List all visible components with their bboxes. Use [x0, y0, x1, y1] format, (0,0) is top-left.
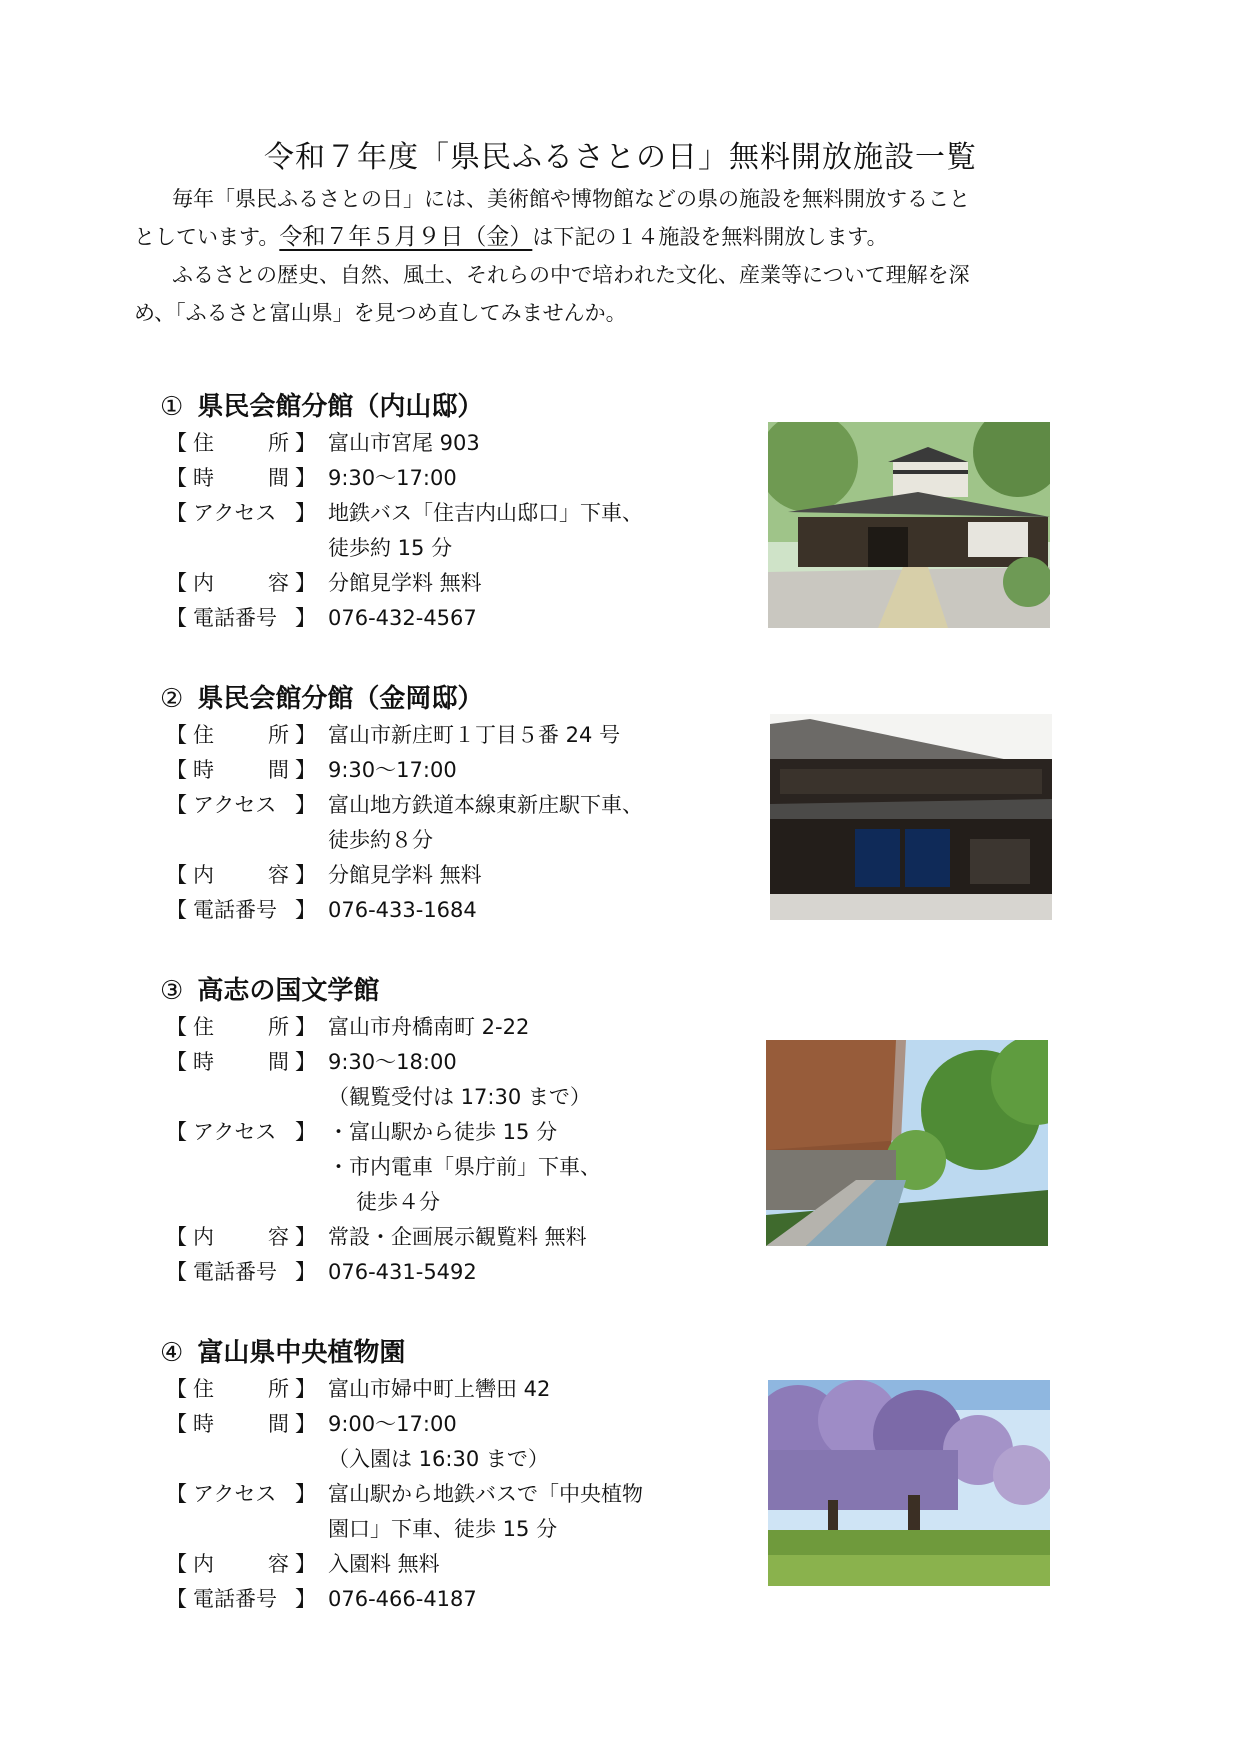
access-row-cont	[166, 1512, 643, 1547]
address-value: 富山市新庄町１丁目５番 24 号	[328, 723, 621, 747]
access-value-2: ・市内電車「県庁前」下車、	[328, 1155, 601, 1179]
content-value: 分館見学料 無料	[328, 863, 482, 887]
hours-value: 9:00～17:00	[328, 1412, 457, 1436]
hours-note: （入園は 16:30 まで）	[328, 1447, 549, 1471]
hours-note-row	[166, 1080, 601, 1115]
phone-row	[166, 1255, 601, 1290]
hours-note: （観覧受付は 17:30 まで）	[328, 1085, 591, 1109]
content-value: 入園料 無料	[328, 1552, 440, 1576]
content-label: 【 内 容 】	[166, 1225, 316, 1249]
address-row	[166, 718, 643, 753]
address-row	[166, 1010, 601, 1045]
intro-line-2	[134, 218, 1110, 256]
access-value: 富山地方鉄道本線東新庄駅下車、	[328, 793, 643, 817]
intro-text	[134, 180, 1110, 332]
access-row-cont	[166, 531, 643, 566]
address-value: 富山市婦中町上轡田 42	[328, 1377, 551, 1401]
content-label: 【 内 容 】	[166, 571, 316, 595]
address-label: 【 住 所 】	[166, 431, 316, 455]
content-value: 分館見学料 無料	[328, 571, 482, 595]
hours-row	[166, 1045, 601, 1080]
content-row	[166, 566, 643, 601]
hours-value: 9:30～17:00	[328, 758, 457, 782]
hours-note-row	[166, 1442, 643, 1477]
phone-label: 【 電話番号 】	[166, 898, 316, 922]
phone-row	[166, 893, 643, 928]
facility-name: 県民会館分館（金岡邸）	[197, 684, 484, 714]
merchant-house-photo	[770, 714, 1052, 920]
access-row	[166, 496, 643, 531]
wisteria-garden-photo	[768, 1380, 1050, 1586]
access-row	[166, 788, 643, 823]
facility-name: 県民会館分館（内山邸）	[197, 392, 484, 422]
address-label: 【 住 所 】	[166, 1377, 316, 1401]
facility-heading	[160, 386, 483, 423]
address-row	[166, 1372, 643, 1407]
access-value: 地鉄バス「住吉内山邸口」下車、	[328, 501, 643, 525]
facility-number: ②	[160, 684, 184, 714]
access-label: 【 アクセス 】	[166, 1482, 316, 1506]
hours-value: 9:30～17:00	[328, 466, 457, 490]
address-label: 【 住 所 】	[166, 1015, 316, 1039]
access-label: 【 アクセス 】	[166, 1120, 316, 1144]
facility-heading	[160, 1332, 405, 1369]
facility-heading	[160, 678, 483, 715]
hours-row	[166, 753, 643, 788]
modern-museum-photo	[766, 1040, 1048, 1246]
phone-label: 【 電話番号 】	[166, 606, 316, 630]
intro-line-3: ふるさとの歴史、自然、風土、それらの中で培われた文化、産業等について理解を深	[172, 263, 970, 287]
address-value: 富山市宮尾 903	[328, 431, 480, 455]
open-date: 令和７年５月９日（金）	[279, 224, 533, 250]
access-value-2: 徒歩約８分	[328, 828, 433, 852]
hours-label: 【 時 間 】	[166, 758, 316, 782]
access-value: 富山駅から地鉄バスで「中央植物	[328, 1482, 643, 1506]
phone-row	[166, 601, 643, 636]
page-title: 令和７年度「県民ふるさとの日」無料開放施設一覧	[264, 140, 977, 176]
access-value-2: 園口」下車、徒歩 15 分	[328, 1517, 558, 1541]
access-value-2: 徒歩約 15 分	[328, 536, 453, 560]
intro-line-2-end: は下記の１４施設を無料開放します。	[532, 225, 888, 249]
facility-number: ④	[160, 1338, 184, 1368]
phone-label: 【 電話番号 】	[166, 1260, 316, 1284]
hours-label: 【 時 間 】	[166, 1050, 316, 1074]
access-row-cont	[166, 823, 643, 858]
facility-number: ①	[160, 392, 184, 422]
traditional-residence-photo	[768, 422, 1050, 628]
access-label: 【 アクセス 】	[166, 501, 316, 525]
access-value: ・富山駅から徒歩 15 分	[328, 1120, 558, 1144]
content-row	[166, 1547, 643, 1582]
phone-value: 076-466-4187	[328, 1587, 477, 1611]
content-label: 【 内 容 】	[166, 863, 316, 887]
address-label: 【 住 所 】	[166, 723, 316, 747]
intro-line-4: め、「ふるさと富山県」を見つめ直してみませんか。	[134, 301, 627, 325]
access-row-cont-2	[166, 1185, 601, 1220]
hours-label: 【 時 間 】	[166, 466, 316, 490]
intro-line-2-start: としています。	[134, 225, 280, 249]
content-row	[166, 1220, 601, 1255]
content-value: 常設・企画展示観覧料 無料	[328, 1225, 587, 1249]
access-value-3: 徒歩４分	[356, 1190, 440, 1214]
phone-value: 076-432-4567	[328, 606, 477, 630]
access-row	[166, 1115, 601, 1150]
facility-name: 高志の国文学館	[197, 976, 380, 1006]
hours-value: 9:30～18:00	[328, 1050, 457, 1074]
facility-name: 富山県中央植物園	[197, 1338, 406, 1368]
phone-label: 【 電話番号 】	[166, 1587, 316, 1611]
hours-label: 【 時 間 】	[166, 1412, 316, 1436]
address-value: 富山市舟橋南町 2-22	[328, 1015, 530, 1039]
facility-heading	[160, 970, 379, 1007]
phone-value: 076-433-1684	[328, 898, 477, 922]
access-row	[166, 1477, 643, 1512]
hours-row	[166, 461, 643, 496]
address-row	[166, 426, 643, 461]
facility-number: ③	[160, 976, 184, 1006]
phone-value: 076-431-5492	[328, 1260, 477, 1284]
content-row	[166, 858, 643, 893]
phone-row	[166, 1582, 643, 1617]
access-row-cont	[166, 1150, 601, 1185]
content-label: 【 内 容 】	[166, 1552, 316, 1576]
hours-row	[166, 1407, 643, 1442]
intro-line-1: 毎年「県民ふるさとの日」には、美術館や博物館などの県の施設を無料開放すること	[172, 187, 970, 211]
access-label: 【 アクセス 】	[166, 793, 316, 817]
